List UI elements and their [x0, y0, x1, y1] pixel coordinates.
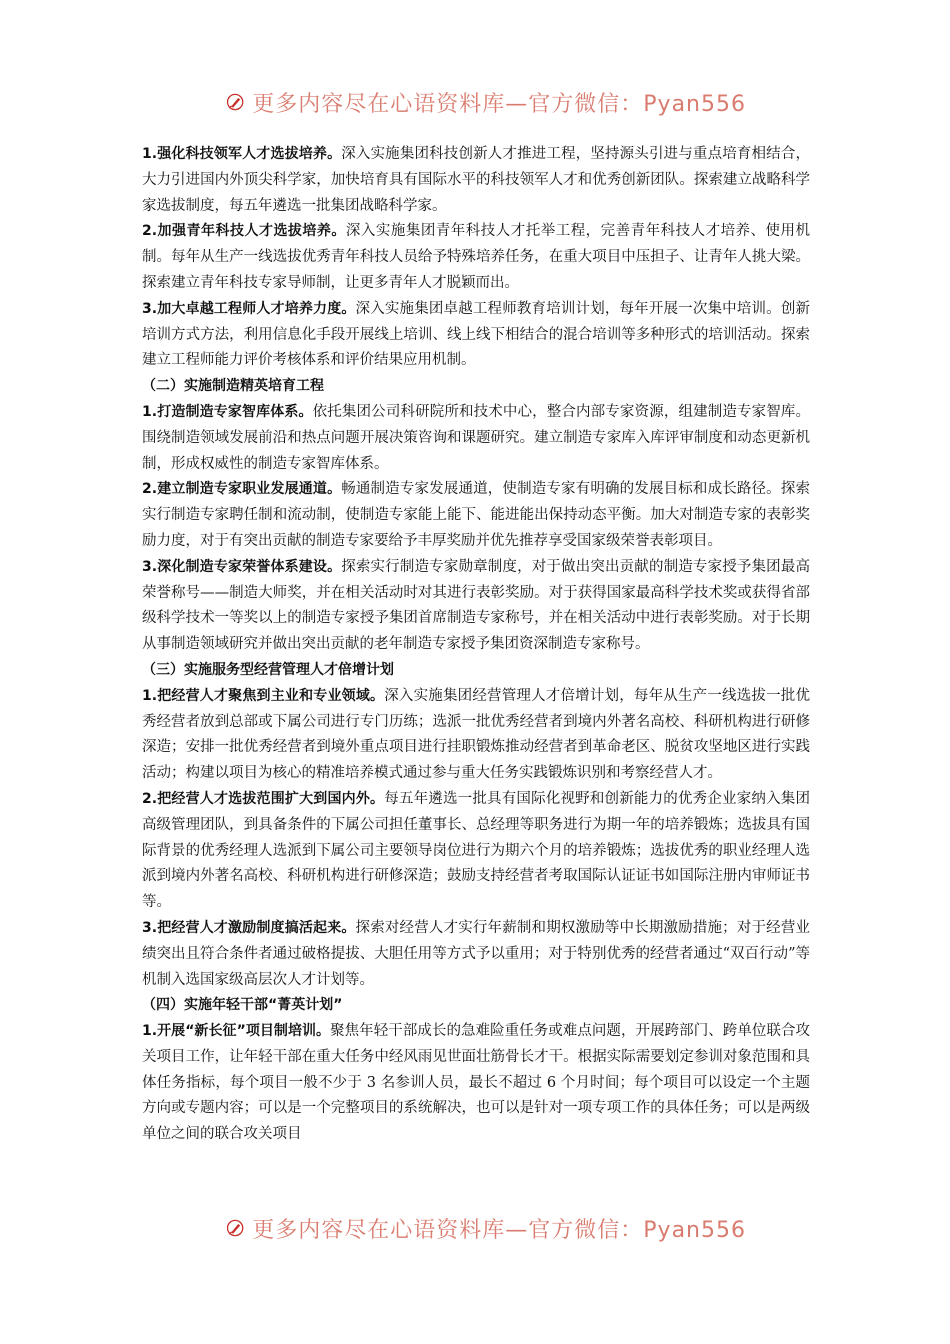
paragraph-4: 1.打造制造专家智库体系。依托集团公司科研院所和技术中心，整合内部专家资源，组建制造专家智库。围绕制造领域发展前沿和热点问题开展决策咨询和课题研究。建立制造专家库入库评审制度和动态更新机制，形成权威性的制造专家智库体系。 — [142, 403, 811, 472]
document-body — [142, 142, 810, 1148]
paragraph-7: 1.把经营人才聚焦到主业和专业领域。深入实施集团经营管理人才倍增计划，每年从生产一线选拔一批优秀经营者放到总部或下属公司进行专门历练；选派一批优秀经营者到境内外著名高校、科研机构进行研修深造；安排一批优秀经营者到境外重点项目进行挂职锻炼推动经营者到革命老区、脱贫攻坚地区进行实践活动；构建以项目为核心的精准培养模式通过参与重大任务实践锻炼识别和考察经营人才。 — [142, 687, 810, 782]
paragraph-9: 3.把经营人才激励制度搞活起来。探索对经营人才实行年薪制和期权激励等中长期激励措施；对于经营业绩突出且符合条件者通过破格提拔、大胆任用等方式予以重用；对于特别优秀的经营者通过“双百行动”等机制入选国家级高层次人才计划等。 — [142, 919, 811, 988]
paragraph-1: 1.强化科技领军人才选拔培养。深入实施集团科技创新人才推进工程，坚持源头引进与重点培育相结合，大力引进国内外顶尖科学家，加快培育具有国际水平的科技领军人才和优秀创新团队。探索建立战略科学家选拔制度，每五年遴选一批集团战略科学家。 — [142, 146, 810, 214]
watermark-text: 更多内容尽在心语资料库—官方微信：Pyan556 — [252, 1217, 746, 1243]
section-heading-3: （三）实施服务型经营管理人才倍增计划 — [142, 661, 394, 678]
watermark-text: 更多内容尽在心语资料库—官方微信：Pyan556 — [252, 91, 746, 117]
section-heading-4: （四）实施年轻干部“菁英计划” — [142, 997, 343, 1014]
paragraph-8: 2.把经营人才选拔范围扩大到国内外。每五年遴选一批具有国际化视野和创新能力的优秀企业家纳入集团高级管理团队，到具备条件的下属公司担任董事长、总经理等职务进行为期一年的培养锻炼；选拔具有国际背景的优秀经理人选派到下属公司主要领导岗位进行为期六个月的培养锻炼；选拔优秀的职业经理人选派到境内外著名高校、科研机构进行研修深造；鼓励支持经营者考取国际认证证书如国际注册内审师证书等。 — [142, 790, 810, 911]
paragraph-6: 3.深化制造专家荣誉体系建设。探索实行制造专家勋章制度，对于做出突出贡献的制造专家授予集团最高荣誉称号——制造大师奖，并在相关活动时对其进行表彰奖励。对于获得国家最高科学技术奖或获得省部级科学技术一等奖以上的制造专家授予集团首席制造专家称号，并在相关活动中进行表彰奖励。对于长期从事制造领域研究并做出突出贡献的老年制造专家授予集团资深制造专家称号。 — [142, 558, 810, 653]
section-heading-2: （二）实施制造精英培育工程 — [142, 378, 324, 395]
paragraph-10: 1.开展“新长征”项目制培训。聚焦年轻干部成长的急难险重任务或难点问题，开展跨部门、跨单位联合攻关项目工作，让年轻干部在重大任务中经风雨见世面壮筋骨长才干。根据实际需要划定参训对象范围和具体任务指标，每个项目一般不少于 3 名参训人员，最长不超过 6 个月时间；每个项目可以设定一个主题方向或专题内容；可以是一个完整项目的系统解决，也可以是针对一项专项工作的具体任务；可以是两级单位之间的联合攻关项目 — [142, 1023, 811, 1143]
paragraph-2: 2.加强青年科技人才选拔培养。深入实施集团青年科技人才托举工程，完善青年科技人才培养、使用机制。每年从生产一线选拔优秀青年科技人员给予特殊培养任务，在重大项目中压担子、让青年人挑大梁。探索建立青年科技专家导师制，让更多青年人才脱颖而出。 — [142, 223, 811, 291]
paragraph-5: 2.建立制造专家职业发展通道。畅通制造专家发展通道，使制造专家有明确的发展目标和成长路径。探索实行制造专家聘任制和流动制，使制造专家能上能下、能进能出保持动态平衡。加大对制造专家的表彰奖励力度，对于有突出贡献的制造专家要给予丰厚奖励并优先推荐享受国家级荣誉表彰项目。 — [142, 481, 810, 549]
paragraph-3: 3.加大卓越工程师人才培养力度。深入实施集团卓越工程师教育培训计划，每年开展一次集中培训。创新培训方式方法，利用信息化手段开展线上培训、线上线下相结合的混合培训等多种形式的培训活动。探索建立工程师能力评价考核体系和评价结果应用机制。 — [142, 300, 811, 369]
fountain-pen-logo-icon — [226, 1210, 244, 1246]
fountain-pen-logo-icon — [226, 84, 244, 120]
watermark-header — [226, 82, 746, 122]
watermark-footer — [226, 1208, 746, 1248]
